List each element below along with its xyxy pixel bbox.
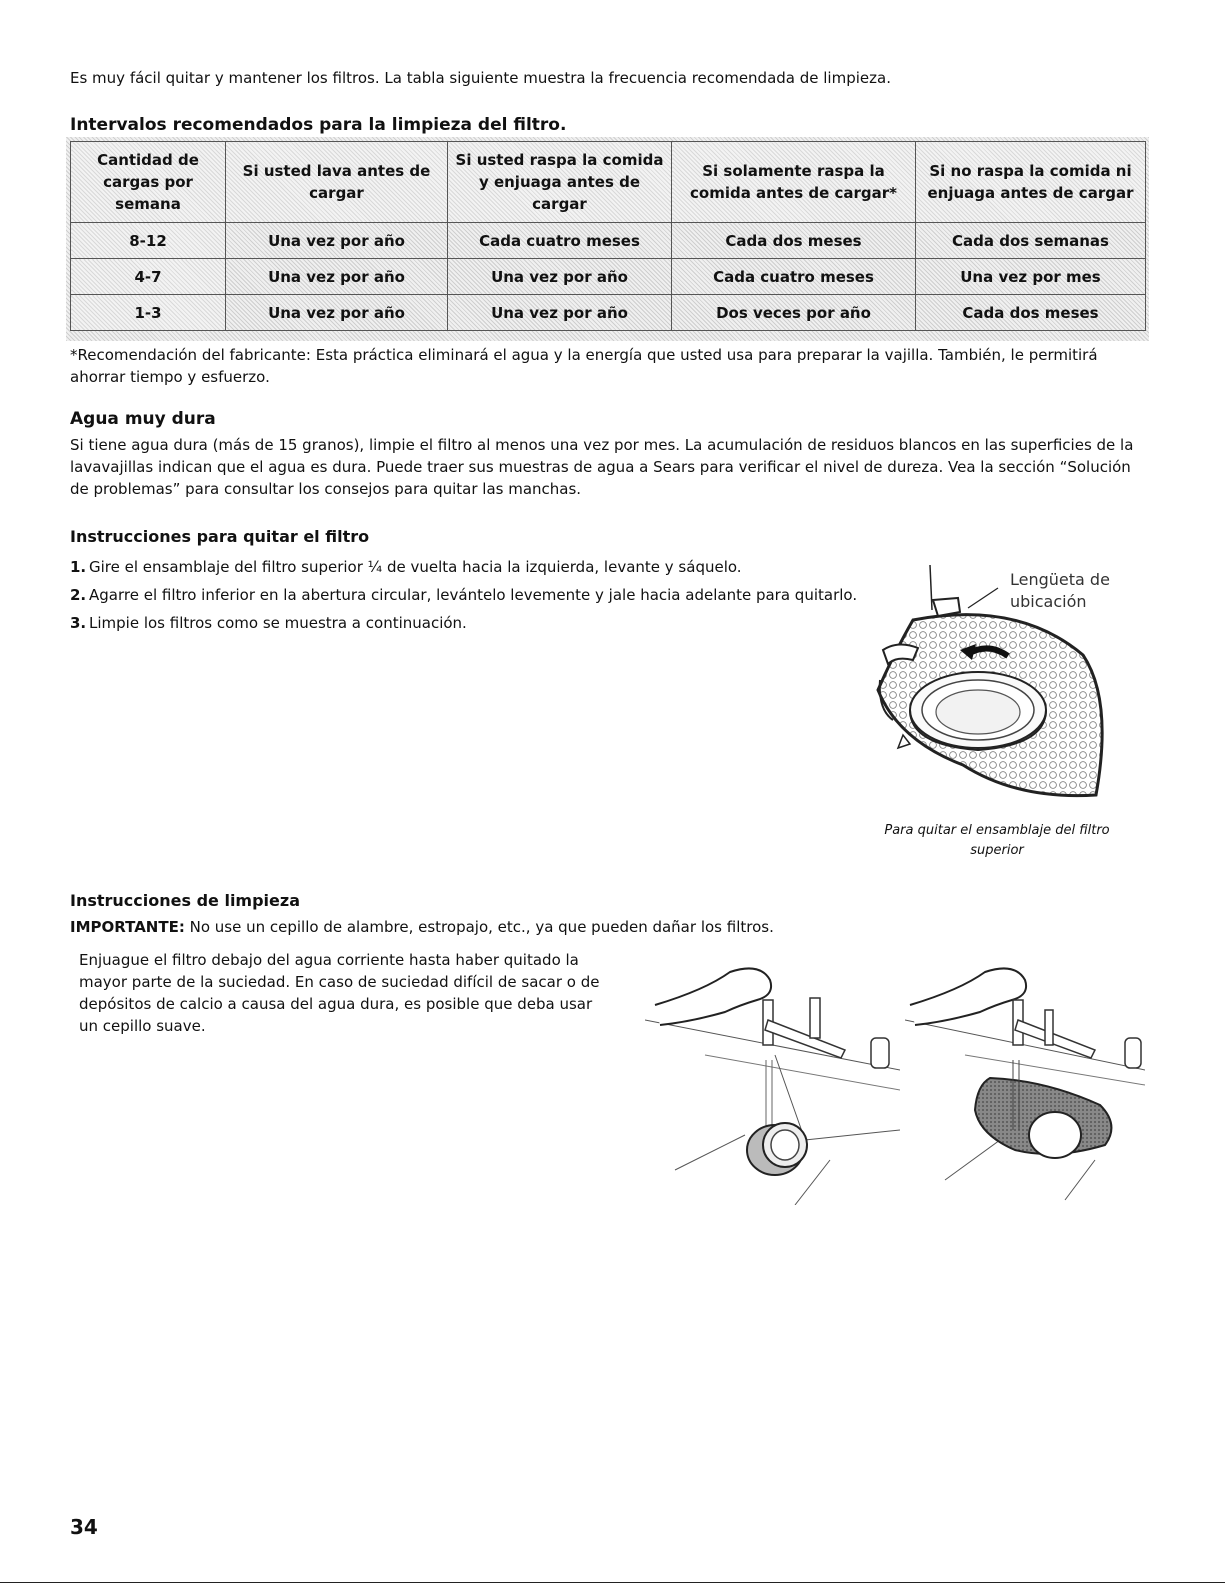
table-cell: Una vez por mes bbox=[916, 259, 1146, 295]
hard-water-heading: Agua muy dura bbox=[70, 409, 216, 429]
removal-steps bbox=[70, 556, 860, 640]
step-number: 3. bbox=[70, 614, 87, 632]
filter-caption: Para quitar el ensamblaje del filtro superior bbox=[884, 823, 1110, 858]
table-footnote: *Recomendación del fabricante: Esta práctica eliminará el agua y la energía que usted usa para preparar la vajilla. También, le permitirá ahorrar tiempo y esfuerzo. bbox=[70, 346, 1098, 386]
page-bottom-rule bbox=[0, 1582, 1225, 1583]
list-item bbox=[70, 584, 860, 606]
important-text: No use un cepillo de alambre, estropajo, etc., ya que pueden dañar los filtros. bbox=[184, 918, 774, 936]
header-wash-before: Si usted lava antes de cargar bbox=[226, 142, 448, 223]
table-cell: Dos veces por año bbox=[672, 295, 916, 331]
list-item bbox=[70, 612, 860, 634]
list-item bbox=[70, 556, 860, 578]
table-cell: Cada dos meses bbox=[916, 295, 1146, 331]
removal-heading: Instrucciones para quitar el filtro bbox=[70, 527, 370, 546]
table-cell: Una vez por año bbox=[448, 259, 672, 295]
header-no-scrape: Si no raspa la comida ni enjuaga antes de cargar bbox=[916, 142, 1146, 223]
page-number: 34 bbox=[70, 1515, 98, 1539]
locating-tab-label: Lengüeta de ubicación bbox=[1010, 570, 1110, 611]
table-cell: Una vez por año bbox=[226, 223, 448, 259]
table-row bbox=[71, 223, 1146, 259]
cleaning-interval-table bbox=[70, 141, 1146, 331]
header-scrape-only: Si solamente raspa la comida antes de cargar* bbox=[672, 142, 916, 223]
step-number: 1. bbox=[70, 558, 87, 576]
table-row bbox=[71, 295, 1146, 331]
table-cell: Cada cuatro meses bbox=[672, 259, 916, 295]
important-label: IMPORTANTE: bbox=[70, 918, 185, 936]
step-text: Gire el ensamblaje del filtro superior ¼ de vuelta hacia la izquierda, levante y sáquelo. bbox=[89, 558, 742, 576]
header-loads-per-week: Cantidad de cargas por semana bbox=[71, 142, 226, 223]
intro-text: Es muy fácil quitar y mantener los filtros. La tabla siguiente muestra la frecuencia recomendada de limpieza. bbox=[70, 69, 891, 87]
header-scrape-rinse: Si usted raspa la comida y enjuaga antes de cargar bbox=[448, 142, 672, 223]
step-number: 2. bbox=[70, 586, 87, 604]
table-row bbox=[71, 259, 1146, 295]
table-cell: 8-12 bbox=[71, 223, 226, 259]
table-cell: 4-7 bbox=[71, 259, 226, 295]
cleaning-heading: Instrucciones de limpieza bbox=[70, 891, 300, 910]
table-cell: 1-3 bbox=[71, 295, 226, 331]
table-cell: Una vez por año bbox=[448, 295, 672, 331]
rinse-upper-filter-illustration bbox=[905, 960, 1145, 1205]
table-cell: Cada cuatro meses bbox=[448, 223, 672, 259]
table-header-row bbox=[71, 142, 1146, 223]
important-note bbox=[70, 916, 1070, 938]
table-cell: Una vez por año bbox=[226, 295, 448, 331]
hard-water-text: Si tiene agua dura (más de 15 granos), limpie el filtro al menos una vez por mes. La acumulación de residuos blancos en las superficies de la lavavajillas indican que el agua es dura. Puede traer sus muestras de agua a Sears para verificar el nivel de dureza. Vea la sección “Solución de problemas” para consultar los consejos para quitar las manchas. bbox=[70, 436, 1134, 498]
step-text: Agarre el filtro inferior en la abertura circular, levántelo levemente y jale hacia adelante para quitarlo. bbox=[89, 586, 858, 604]
cleaning-text: Enjuague el filtro debajo del agua corriente hasta haber quitado la mayor parte de la suciedad. En caso de suciedad difícil de sacar o de depósitos de calcio a causa del agua dura, es posible que deba usar un cepillo suave. bbox=[79, 951, 600, 1035]
step-text: Limpie los filtros como se muestra a continuación. bbox=[89, 614, 467, 632]
table-cell: Una vez por año bbox=[226, 259, 448, 295]
table-cell: Cada dos meses bbox=[672, 223, 916, 259]
table-cell: Cada dos semanas bbox=[916, 223, 1146, 259]
table-title: Intervalos recomendados para la limpieza del filtro. bbox=[70, 115, 567, 135]
rinse-lower-filter-illustration bbox=[645, 960, 900, 1205]
